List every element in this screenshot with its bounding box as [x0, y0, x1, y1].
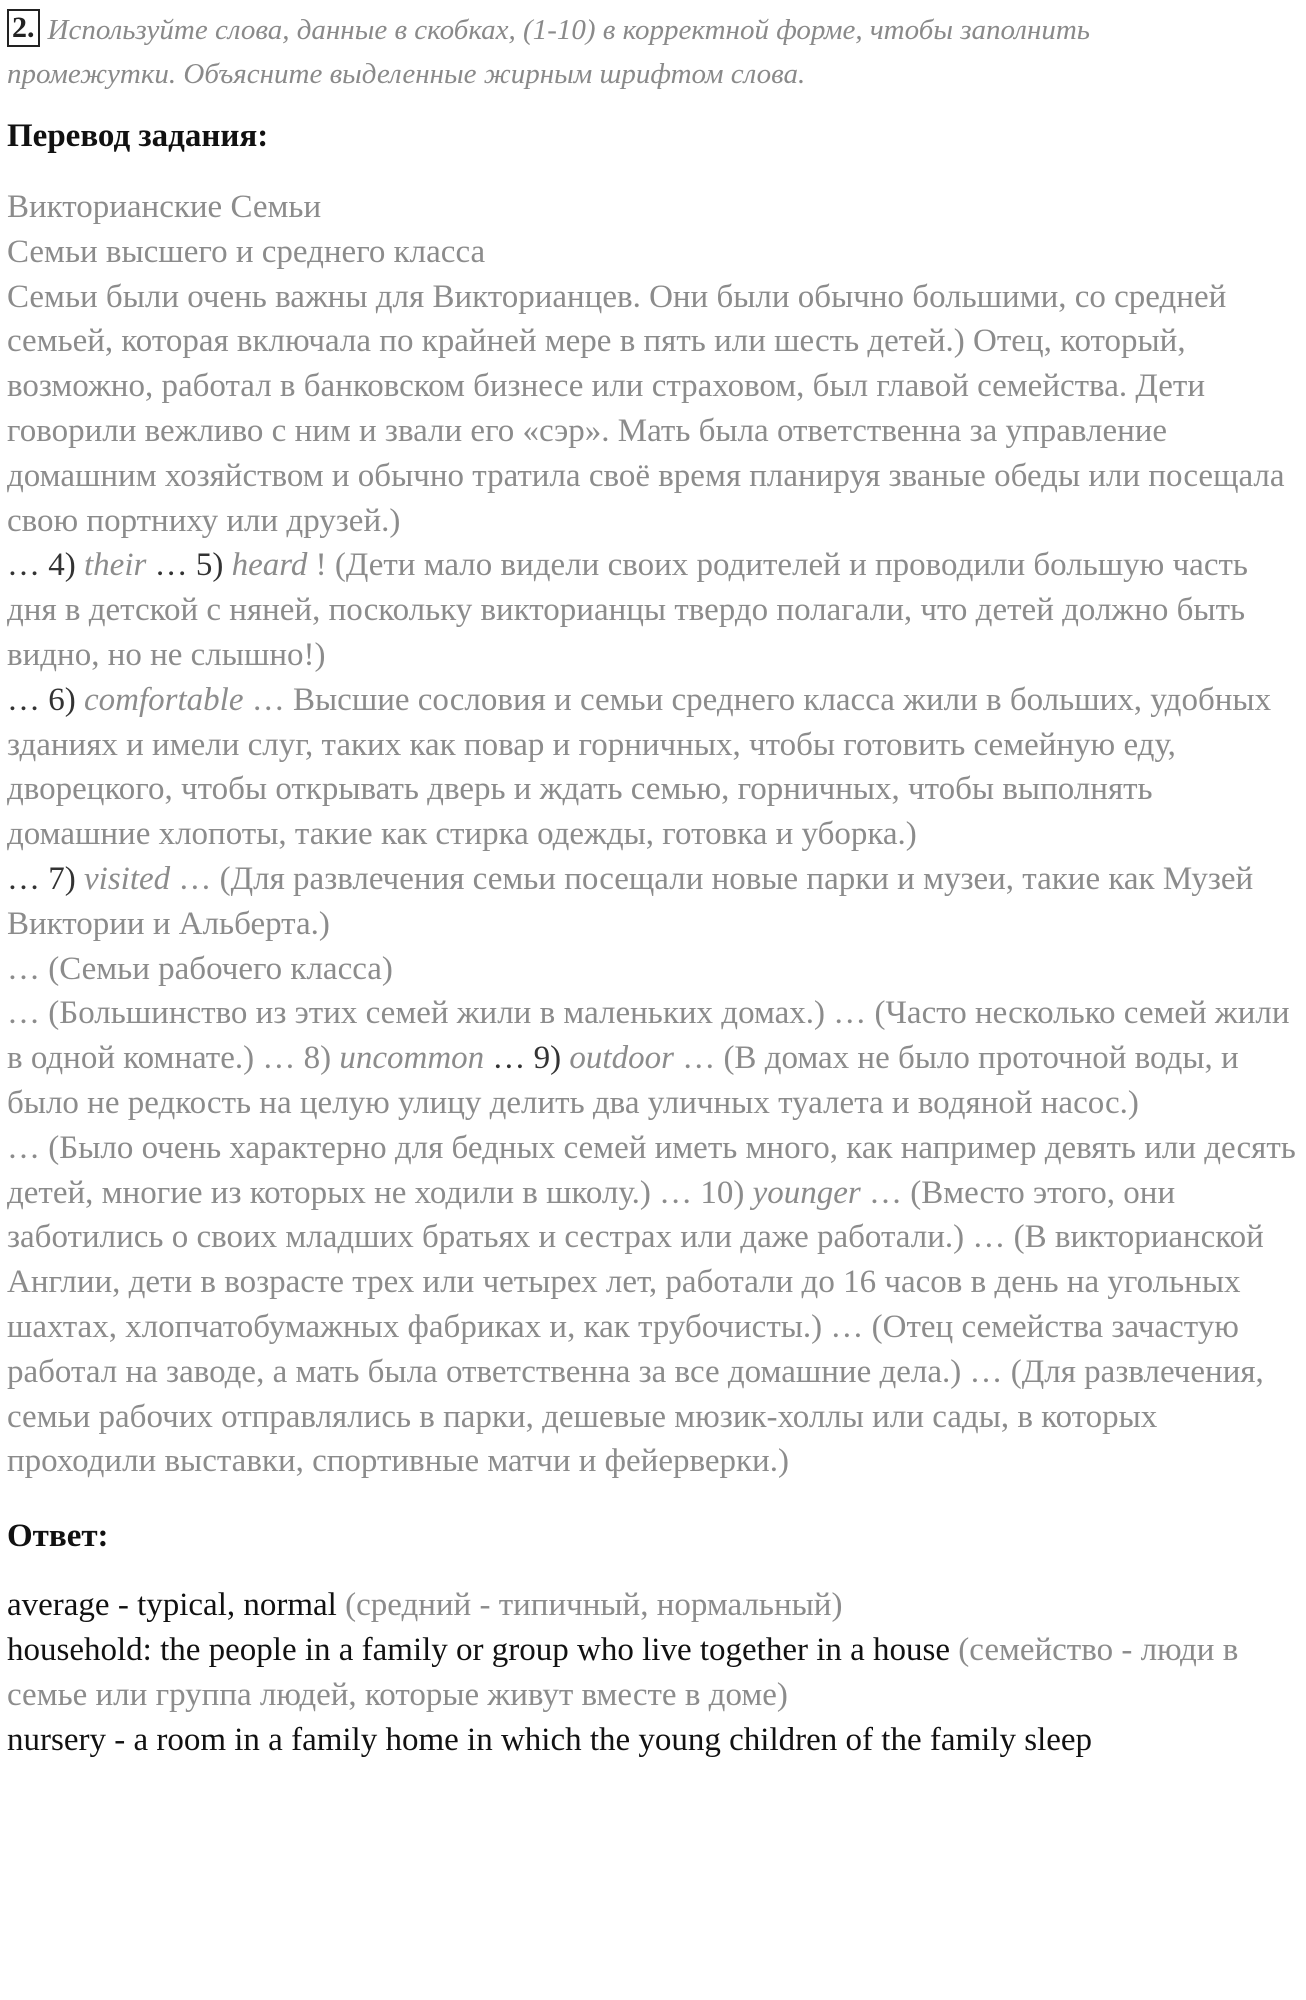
- task-instruction-line2: промежутки. Объясните выделенные жирным шрифтом слова.: [7, 58, 806, 90]
- translation-paragraph: [7, 857, 1299, 947]
- paragraph-text: … (Было очень характерно для бедных семей иметь много, как например девять или десять детей, многие из которых не ходили в школу.) … 10): [7, 1129, 1296, 1211]
- translation-subtitle: Семьи высшего и среднего класса: [7, 233, 486, 270]
- answer-en: average - typical, normal: [7, 1587, 337, 1624]
- answer-word: younger: [752, 1174, 861, 1211]
- paragraph-text: … (В домах не было проточной воды, и было не редкость на целую улицу делить два уличных туалета и водяной насос.): [7, 1040, 1239, 1121]
- answer-line: [7, 1718, 1299, 1763]
- translation-paragraph: [7, 1126, 1299, 1484]
- page: [7, 8, 1299, 1762]
- answer-en: nursery - a room in a family home in which the young children of the family sleep: [7, 1721, 1093, 1758]
- answer-body: [7, 1583, 1299, 1762]
- gap-marker: … 4): [7, 547, 84, 584]
- answer-word: their: [84, 547, 147, 584]
- answer-line: [7, 1583, 1299, 1628]
- answer-heading: Ответ:: [7, 1518, 109, 1555]
- paragraph-text: ! (Дети мало видели своих родителей и проводили большую часть дня в детской с няней, поскольку викторианцы твердо полагали, что детей должно быть видно, но не слышно!): [7, 547, 1248, 673]
- paragraph-text: … (Для развлечения семьи посещали новые парки и музеи, такие как Музей Виктории и Альберта.): [7, 860, 1254, 942]
- paragraph-text: … Высшие сословия и семьи среднего класса жили в больших, удобных зданиях и имели слуг, таких как повар и горничных, чтобы готовить семейную еду, дворецкого, чтобы открывать дверь и ждать семью, горничных, чтобы выполнять домашние хлопоты, такие как стирка одежды, готовка и уборка.): [7, 681, 1272, 853]
- answer-word: visited: [84, 860, 171, 897]
- answer-word: comfortable: [84, 681, 244, 718]
- gap-marker: … 7): [7, 860, 84, 897]
- translation-paragraph: Семьи были очень важны для Викторианцев. Они были обычно большими, со средней семьей, которая включала по крайней мере в пять или шесть детей.) Отец, который, возможно, работал в банковском бизнесе или страховом, был главой семейства. Дети говорили вежливо с ним и звали его «сэр». Мать была ответственна за управление домашним хозяйством и обычно тратила своё время планируя званые обеды или посещала свою портниху или друзей.): [7, 278, 1285, 539]
- answer-en: household: the people in a family or group who live together in a house: [7, 1631, 951, 1668]
- translation-paragraph: [7, 543, 1299, 677]
- gap-marker: … 9): [484, 1040, 570, 1077]
- translation-heading: Перевод задания:: [7, 118, 269, 154]
- answer-word: outdoor: [569, 1040, 674, 1077]
- gap-marker: … 6): [7, 681, 84, 718]
- paragraph-text: … (Вместо этого, они заботились о своих младших братьях и сестрах или даже работали.) … (В викторианской Англии, дети в возрасте трех или четырех лет, работали до 16 часов в день на угольных шахтах, хлопчатобумажных фабриках и, как трубочисты.) … (Отец семейства зачастую работал на заводе, а мать была ответственна за все домашние дела.) … (Для развлечения, семьи рабочих отправлялись в парки, дешевые мюзик-холлы или сады, в которых проходили выставки, спортивные матчи и фейерверки.): [7, 1174, 1264, 1480]
- paragraph-text: … (Большинство из этих семей жили в маленьких домах.) … (Часто несколько семей жили в одной комнате.) … 8): [7, 995, 1290, 1077]
- task-instruction: [7, 8, 1299, 96]
- answer-ru: (средний - типичный, нормальный): [336, 1587, 843, 1624]
- translation-title: Викторианские Семьи: [7, 189, 322, 225]
- translation-paragraph: [7, 678, 1299, 857]
- answer-word: uncommon: [339, 1040, 485, 1077]
- translation-paragraph: … (Семьи рабочего класса): [7, 950, 393, 987]
- answer-word: heard: [231, 547, 308, 584]
- gap-marker: … 5): [146, 547, 232, 584]
- answer-line: [7, 1628, 1299, 1718]
- answer-ru: (семейство - люди в семье или группа людей, которые живут вместе в доме): [7, 1631, 1239, 1713]
- task-instruction-line1: Используйте слова, данные в скобках, (1-10) в корректной форме, чтобы заполнить: [47, 14, 1090, 46]
- translation-paragraph: [7, 991, 1299, 1125]
- translation-body: [7, 185, 1299, 1484]
- task-number: 2.: [7, 9, 40, 47]
